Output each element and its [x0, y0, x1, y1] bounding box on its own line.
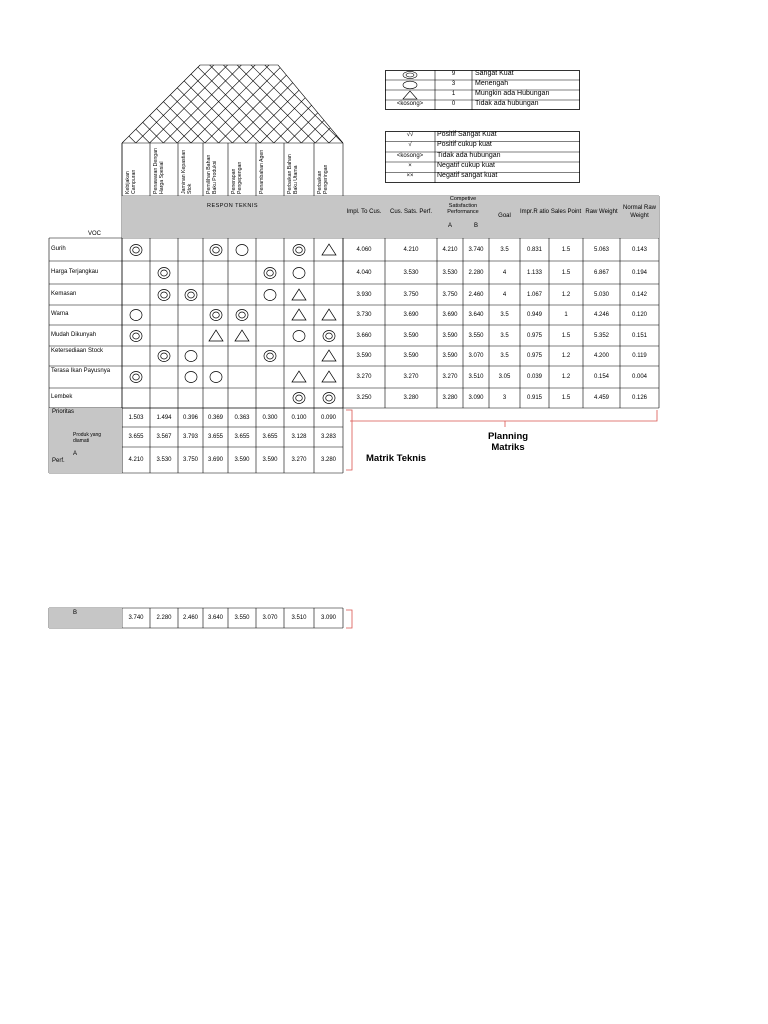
prioritas-cell: 0.300	[262, 414, 278, 421]
technical-header-6: Penambahan Agen	[259, 149, 265, 194]
planning-cell-goal: 4	[502, 269, 507, 276]
planning-cell-a: 3.590	[442, 332, 458, 339]
circle-icon	[256, 284, 284, 305]
planning-cell-norm: 0.119	[632, 353, 647, 359]
voc-label: VOC	[88, 231, 102, 237]
legend-cor-label-3: Tidak ada hubungan	[437, 152, 501, 159]
produk-cell: 3.283	[320, 434, 336, 440]
legend-cor-symbol-1: √√	[406, 132, 414, 138]
perf_b-cell: 3.550	[234, 615, 250, 621]
planning-cell-goal: 3.5	[500, 246, 509, 253]
header-cus-sat: Cus. Sats. Perf.	[389, 209, 432, 215]
double-circle-icon	[122, 238, 150, 261]
planning-cell-a: 3.590	[442, 353, 458, 359]
legend-rel-value-4: 0	[451, 101, 456, 107]
planning-cell-goal: 3	[502, 395, 507, 401]
circle-icon	[178, 346, 203, 366]
legend-relationship	[385, 70, 580, 110]
planning-cell-b: 3.510	[468, 374, 484, 380]
produk-cell: 3.655	[234, 434, 250, 440]
header-raw: Raw Weight	[585, 209, 618, 215]
planning-cell-goal: 3.5	[500, 332, 509, 339]
planning-cell-a: 3.270	[442, 374, 458, 380]
planning-cell-impr: 0.831	[526, 246, 542, 253]
planning-cell-raw: 5.352	[593, 332, 609, 339]
legend-cor-label-2: Positif cukup kuat	[437, 141, 492, 148]
planning-cell-impr: 0.915	[526, 395, 542, 401]
header-impl: Impl. To Cus.	[346, 209, 382, 215]
planning-cell-cus: 3.590	[403, 332, 419, 339]
a-label: A	[73, 451, 78, 457]
circle-icon	[228, 238, 256, 261]
planning-cell-cus: 3.750	[403, 291, 419, 298]
technical-header-1: Kebijakan Campuran	[125, 169, 137, 194]
triangle-icon	[203, 325, 228, 346]
produk-cell: 3.567	[156, 434, 172, 440]
planning-cell-b: 2.460	[468, 291, 484, 298]
legend-rel-label-1: Sangat Kuat	[475, 70, 514, 77]
planning-cell-a: 4.210	[442, 246, 458, 253]
technical-header-2: Penawaran Dengan Harga Spesial	[153, 148, 165, 194]
circle-icon	[122, 305, 150, 325]
planning-label-2: Matriks	[491, 442, 525, 453]
planning-cell-cus: 3.690	[403, 312, 419, 318]
voc-row-name: Gurih	[51, 245, 66, 252]
planning-cell-norm: 0.194	[631, 269, 647, 276]
legend-rel-value-3: 1	[451, 91, 456, 97]
legend-rel-value-2: 3	[451, 81, 456, 87]
header-sales: Sales Point	[550, 209, 582, 215]
prioritas-cell: 0.363	[234, 414, 250, 421]
legend-rel-label-2: Menengah	[475, 80, 509, 87]
planning-cell-impl: 4.040	[356, 269, 372, 276]
prioritas-cell: 0.100	[291, 414, 307, 421]
triangle-icon	[284, 366, 314, 388]
planning-cell-b: 3.090	[468, 395, 484, 401]
planning-cell-goal: 3.05	[498, 374, 511, 380]
voc-row-name: Lembek	[51, 394, 73, 400]
double-circle-icon	[256, 261, 284, 284]
produk-cell: 3.655	[128, 434, 144, 440]
circle-icon	[178, 366, 203, 388]
perf_a-cell: 3.280	[320, 457, 336, 463]
header-norm: Normal Raw Weight	[622, 205, 656, 219]
triangle-icon	[403, 91, 417, 99]
produk-cell: 3.128	[291, 434, 307, 440]
header-goal: Goal	[498, 213, 511, 219]
double-circle-icon	[203, 238, 228, 261]
planning-cell-raw: 4.246	[593, 312, 609, 318]
perf_b-cell: 3.510	[291, 615, 307, 621]
double-circle-icon	[256, 346, 284, 366]
planning-cell-raw: 0.154	[593, 374, 609, 380]
legend-rel-label-4: Tidak ada hubungan	[475, 100, 539, 107]
triangle-icon	[314, 346, 343, 366]
double-circle-icon	[228, 305, 256, 325]
planning-cell-impl: 4.060	[356, 246, 372, 253]
double-circle-icon	[403, 71, 417, 78]
correlation-roof	[0, 63, 754, 143]
planning-cell-impr: 0.949	[526, 312, 542, 318]
legend-correlation	[385, 131, 580, 183]
perf_b-cell: 2.460	[182, 615, 198, 621]
planning-cell-a: 3.530	[442, 269, 458, 276]
circle-icon	[203, 366, 228, 388]
triangle-icon	[314, 238, 343, 261]
double-circle-icon	[178, 284, 203, 305]
planning-cell-b: 3.740	[468, 246, 484, 253]
perf_b-cell: 3.090	[320, 615, 336, 621]
voc-row-name: Terasa Ikan Payusnya	[51, 368, 111, 374]
perf_b-cell: 3.070	[262, 615, 278, 621]
technical-header-8: Perbaikan Pengeringan	[317, 164, 329, 194]
perf-label: Perf.	[52, 458, 65, 464]
perf_a-cell: 4.210	[128, 457, 144, 463]
planning-cell-norm: 0.120	[631, 312, 647, 318]
planning-cell-impr: 1.133	[526, 269, 542, 276]
voc-row-name: Mudah Dikunyah	[51, 331, 97, 338]
planning-cell-b: 3.640	[468, 312, 484, 318]
planning-cell-raw: 5.063	[593, 246, 609, 253]
voc-row-name: Warna	[51, 311, 69, 317]
planning-cell-goal: 3.5	[500, 353, 509, 359]
header-compet: Competive Satisfaction Performance	[447, 196, 479, 215]
double-circle-icon	[122, 366, 150, 388]
header-compet-b: B	[473, 223, 478, 229]
prioritas-label: Prioritas	[52, 409, 75, 415]
matrik-teknis-label: Matrik Teknis	[366, 453, 427, 464]
planning-cell-cus: 3.530	[403, 269, 419, 276]
planning-cell-cus: 3.280	[403, 395, 419, 401]
planning-cell-impr: 0.039	[526, 374, 542, 380]
planning-cell-cus: 3.270	[403, 374, 419, 380]
technical-header-7: Perbaikan Bahan Baku Utama	[287, 154, 299, 194]
respon-teknis-label: RESPON TEKNIS	[206, 203, 259, 209]
planning-cell-b: 2.280	[468, 269, 484, 276]
perf_a-cell: 3.590	[262, 457, 278, 463]
perf_a-cell: 3.690	[207, 457, 223, 463]
planning-cell-norm: 0.143	[631, 246, 647, 253]
prioritas-cell: 1.494	[156, 414, 172, 421]
planning-cell-raw: 6.867	[593, 269, 609, 276]
planning-cell-norm: 0.151	[631, 332, 647, 339]
produk-cell: 3.655	[262, 434, 278, 440]
b-row-band	[49, 608, 122, 628]
header-compet-a: A	[447, 223, 452, 229]
prioritas-cell: 0.090	[320, 414, 336, 421]
planning-cell-cus: 3.590	[403, 353, 419, 359]
legend-cor-label-1: Positif Sangat Kuat	[437, 131, 497, 138]
prioritas-cell: 0.369	[207, 414, 223, 421]
triangle-icon	[284, 305, 314, 325]
legend-cor-symbol-3: <kosong>	[396, 153, 424, 159]
planning-cell-impl: 3.730	[356, 312, 372, 318]
planning-cell-impl: 3.250	[356, 395, 372, 401]
b-label: B	[73, 610, 78, 616]
legend-cor-symbol-2: √	[408, 142, 412, 148]
double-circle-icon	[314, 325, 343, 346]
legend-cor-symbol-4: ×	[408, 163, 412, 169]
circle-icon	[284, 325, 314, 346]
planning-cell-sales: 1.5	[561, 246, 571, 253]
planning-cell-sales: 1.5	[561, 332, 571, 339]
perf_a-cell: 3.270	[291, 457, 307, 463]
legend-rel-symbol-4: <kosong>	[396, 101, 424, 107]
planning-cell-cus: 4.210	[403, 246, 419, 253]
produk-cell: 3.655	[207, 434, 223, 440]
triangle-icon	[314, 366, 343, 388]
planning-cell-raw: 4.200	[593, 353, 609, 359]
planning-cell-impr: 0.975	[526, 332, 542, 339]
planning-cell-a: 3.750	[442, 291, 458, 298]
circle-icon	[403, 81, 417, 89]
planning-cell-sales: 1.5	[561, 395, 571, 401]
double-circle-icon	[314, 388, 343, 408]
technical-header-3: Jaminan Kepastian Stok	[181, 149, 193, 194]
planning-cell-b: 3.070	[468, 353, 484, 359]
planning-cell-impr: 1.067	[526, 291, 542, 298]
double-circle-icon	[150, 261, 178, 284]
prioritas-cell: 1.503	[128, 414, 144, 421]
triangle-icon	[284, 284, 314, 305]
planning-cell-impl: 3.270	[356, 374, 372, 380]
technical-header-5: Penerapan Pengepengan	[231, 161, 243, 194]
technical-header-4: Pemilihan Bahan Baku Produksi	[206, 154, 218, 194]
double-circle-icon	[284, 388, 314, 408]
planning-cell-raw: 5.030	[593, 291, 609, 298]
planning-cell-sales: 1.2	[561, 291, 571, 298]
double-circle-icon	[284, 238, 314, 261]
planning-cell-impl: 3.590	[356, 353, 372, 359]
produk-label: Produk yang diamati	[73, 432, 102, 444]
planning-cell-a: 3.280	[442, 395, 458, 401]
legend-rel-value-1: 9	[451, 71, 456, 77]
perf_b-cell: 2.280	[156, 615, 172, 621]
triangle-icon	[314, 305, 343, 325]
legend-cor-symbol-5: ××	[406, 173, 414, 179]
planning-cell-sales: 1.2	[561, 353, 571, 359]
planning-cell-goal: 4	[502, 291, 507, 298]
voc-row-name: Harga Terjangkau	[51, 268, 99, 275]
planning-cell-b: 3.550	[468, 332, 484, 339]
planning-cell-sales: 1.5	[561, 269, 571, 276]
perf_b-cell: 3.640	[207, 615, 223, 621]
planning-cell-a: 3.690	[442, 312, 458, 318]
planning-cell-norm: 0.126	[631, 395, 647, 401]
planning-cell-norm: 0.004	[631, 374, 647, 380]
voc-row-name: Ketersediaan Stock	[51, 348, 104, 354]
legend-cor-label-5: Negatif sangat kuat	[437, 172, 498, 179]
header-impr: Impr.R atio	[520, 209, 550, 215]
planning-label-1: Planning	[487, 431, 529, 442]
circle-icon	[284, 261, 314, 284]
perf_b-cell: 3.740	[128, 615, 144, 621]
double-circle-icon	[203, 305, 228, 325]
planning-cell-goal: 3.5	[500, 312, 509, 318]
planning-cell-norm: 0.142	[631, 291, 647, 298]
planning-cell-raw: 4.459	[593, 395, 609, 401]
voc-row-name: Kemasan	[51, 290, 77, 297]
perf_a-cell: 3.590	[234, 457, 250, 463]
planning-cell-impl: 3.930	[356, 291, 372, 298]
perf_a-cell: 3.750	[182, 457, 198, 463]
perf_a-cell: 3.530	[156, 457, 172, 463]
double-circle-icon	[150, 284, 178, 305]
double-circle-icon	[150, 346, 178, 366]
legend-cor-label-4: Negatif cukup kuat	[437, 162, 495, 169]
prioritas-cell: 0.396	[182, 414, 198, 421]
produk-cell: 3.793	[182, 434, 198, 440]
planning-cell-sales: 1.2	[561, 374, 571, 380]
double-circle-icon	[122, 325, 150, 346]
legend-rel-label-3: Mungkin ada Hubungan	[475, 90, 550, 97]
planning-cell-impl: 3.660	[356, 332, 372, 339]
planning-cell-sales: 1	[564, 312, 568, 318]
planning-cell-impr: 0.975	[526, 353, 542, 359]
triangle-icon	[228, 325, 256, 346]
